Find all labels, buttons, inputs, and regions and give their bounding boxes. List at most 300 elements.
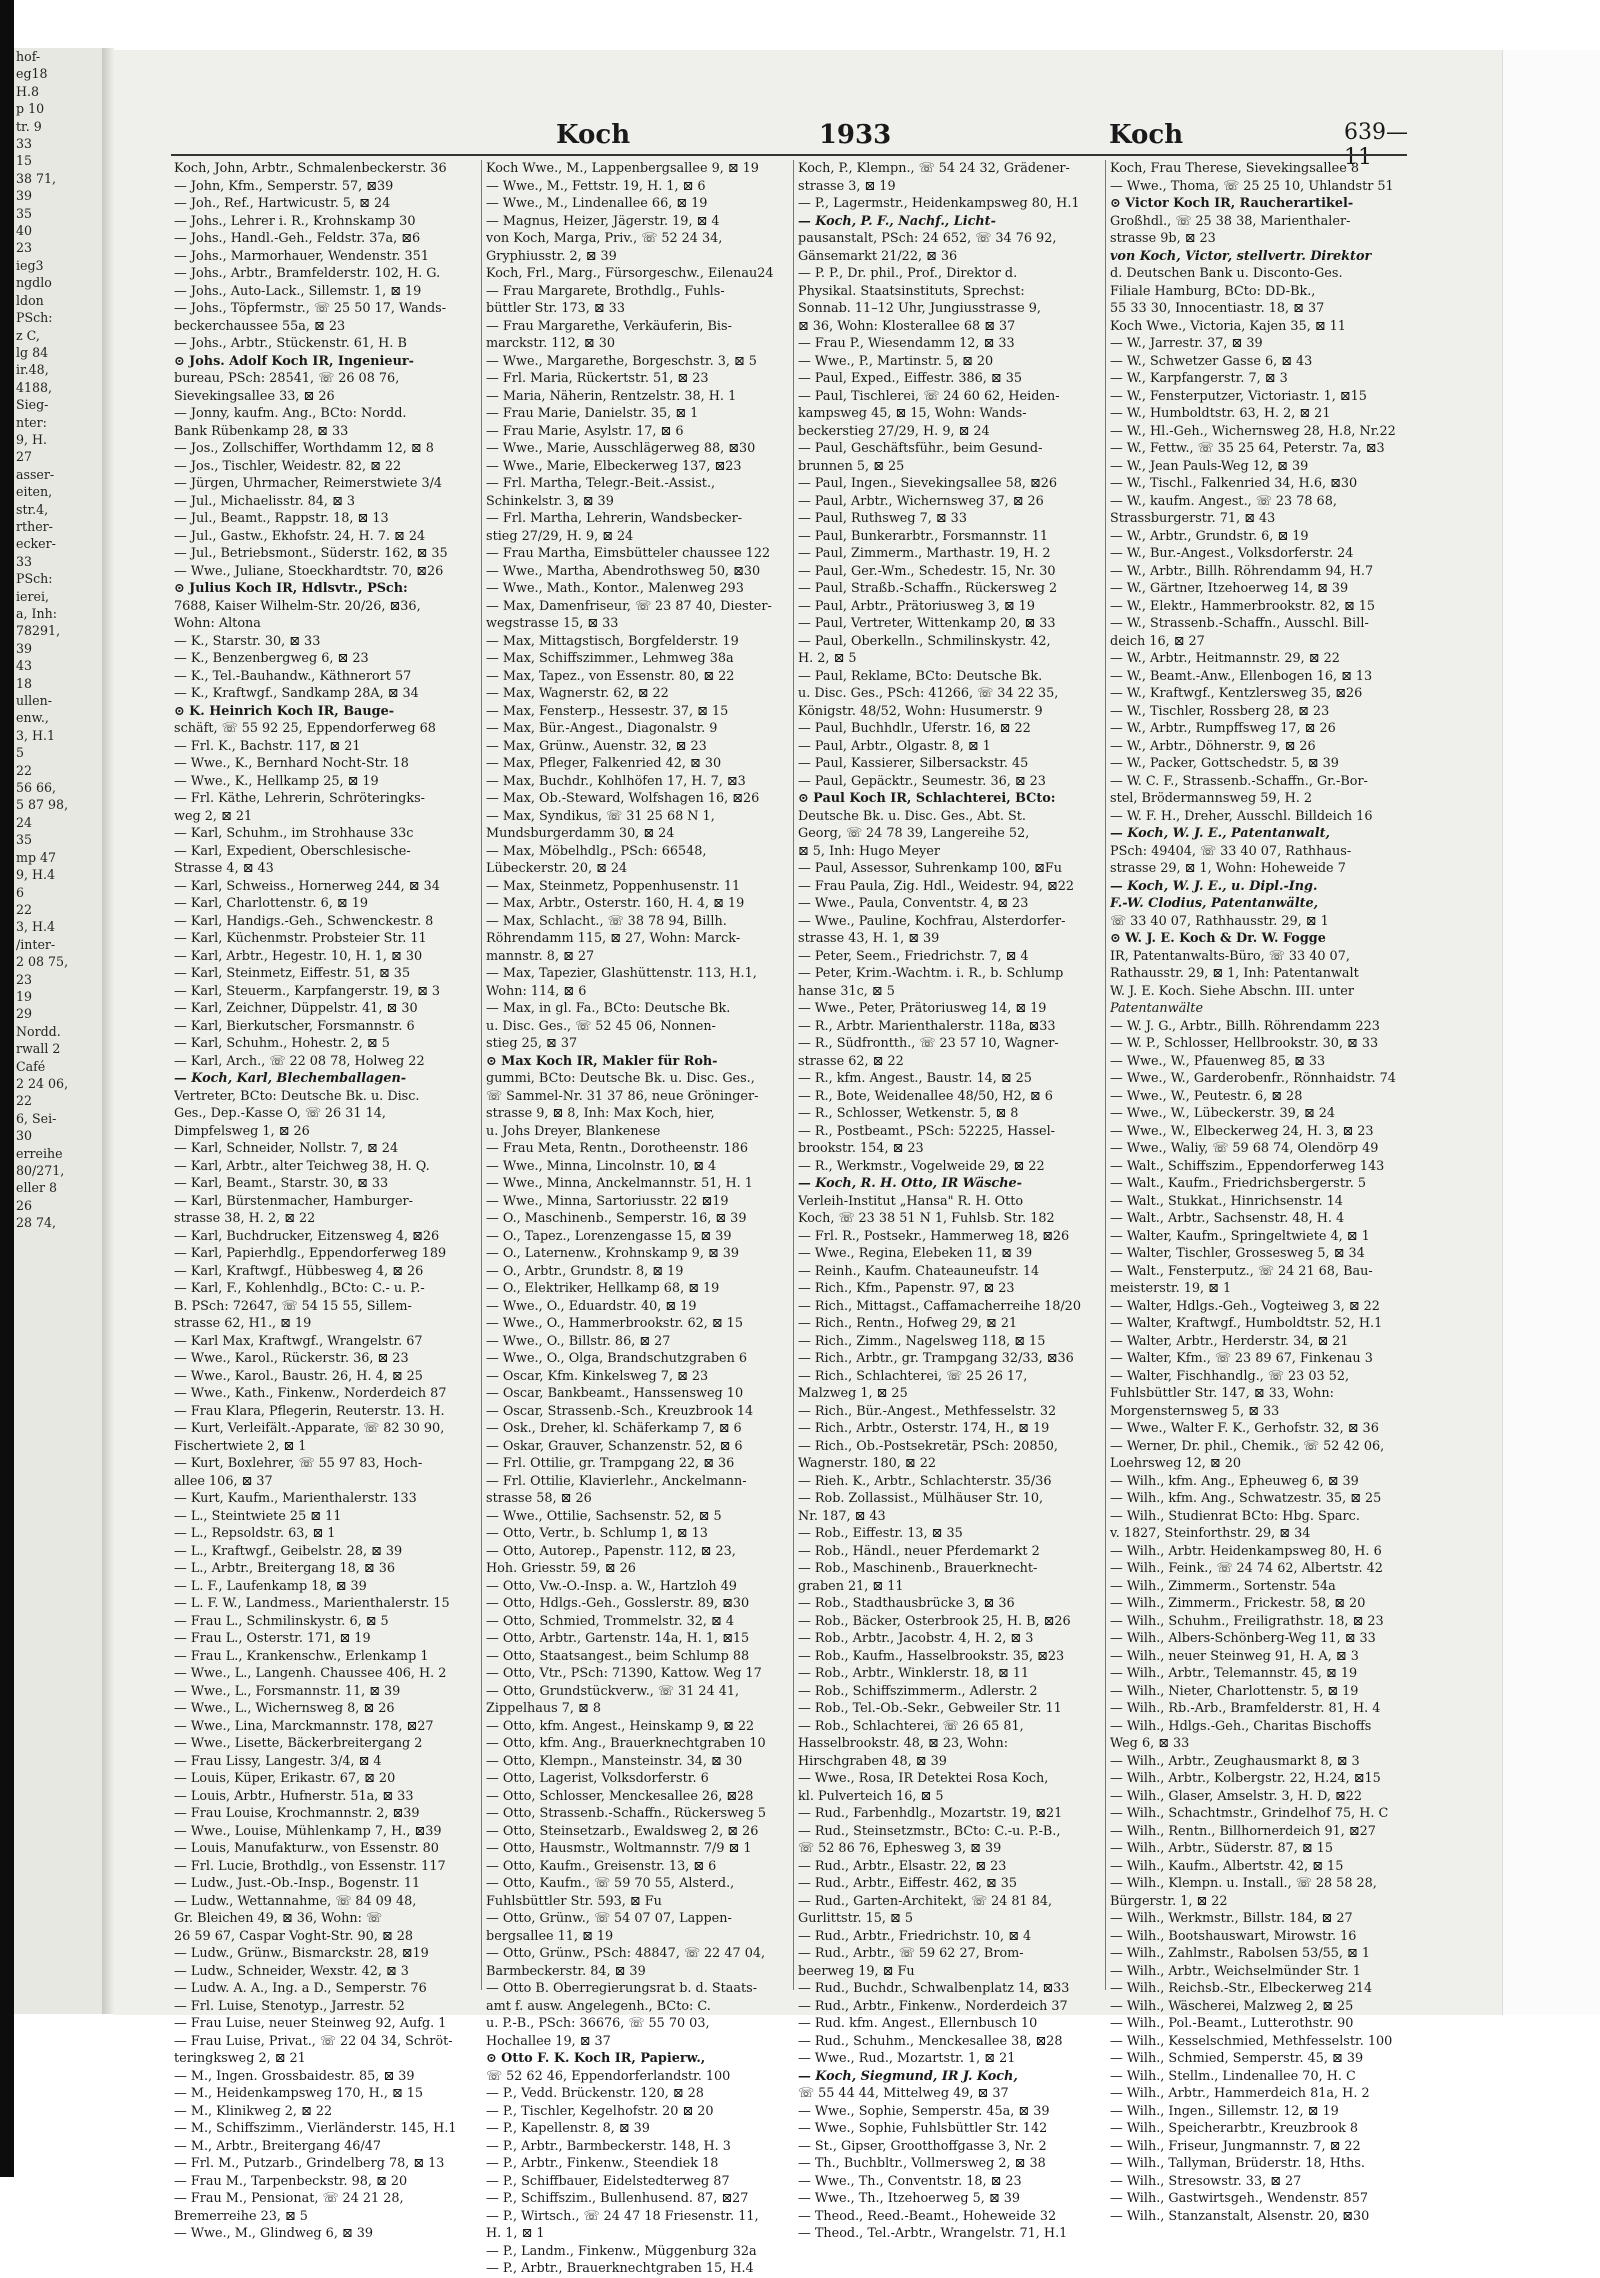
directory-entry: — Johs., Arbtr., Stückenstr. 61, H. B	[174, 336, 407, 351]
directory-entry: — Wwe., Lina, Marckmannstr. 178, ⊠27	[174, 1718, 434, 1734]
directory-entry: — Rich., Schlachterei, ☏ 25 26 17,	[798, 1368, 1028, 1384]
margin-fragment: ieg3	[16, 257, 44, 273]
margin-fragment: asser-	[16, 466, 55, 482]
directory-entry: — Rob., Bäcker, Osterbrook 25, H. B, ⊠26	[798, 1613, 1071, 1629]
directory-entry: u. Johs Dreyer, Blankenese	[486, 1123, 661, 1139]
directory-entry: u. P.-B., PSch: 36676, ☏ 55 70 03,	[486, 2016, 710, 2031]
margin-fragment: 29	[16, 1006, 33, 1022]
directory-entry: — Wilh., Feink., ☏ 24 74 62, Albertstr. 42	[1110, 1561, 1383, 1576]
directory-entry: — Rud., Garten-Architekt, ☏ 24 81 84,	[798, 1893, 1053, 1909]
margin-fragment: ldon	[16, 292, 44, 308]
directory-entry: Koch Wwe., Victoria, Kajen 35, ⊠ 11	[1110, 318, 1346, 334]
directory-entry: — Rob., Tel.-Ob.-Sekr., Gebweiler Str. 11	[798, 1701, 1062, 1716]
directory-entry: — Karl, Papierhdlg., Eppendorferweg 189	[174, 1246, 447, 1261]
directory-entry: — Johs., Lehrer i. R., Krohnskamp 30	[174, 213, 416, 229]
directory-entry: — Rud., Farbenhdlg., Mozartstr. 19, ⊠21	[798, 1806, 1063, 1821]
directory-entry: ⊙ Julius Koch IR, Hdlsvtr., PSch:	[174, 581, 408, 596]
directory-entry: — Wilh., Gastwirtsgeh., Wendenstr. 857	[1110, 2191, 1368, 2206]
directory-entry: — Otto, Vw.-O.-Insp. a. W., Hartzloh 49	[486, 1578, 737, 1594]
directory-entry: brookstr. 154, ⊠ 23	[798, 1141, 924, 1156]
directory-entry: — W., Gärtner, Itzehoerweg 14, ⊠ 39	[1110, 581, 1349, 596]
margin-fragment: ir.48,	[16, 362, 49, 378]
directory-entry: — Rich., Arbtr., Osterstr. 174, H., ⊠ 19	[798, 1421, 1050, 1436]
directory-entry: — W., Schwetzer Gasse 6, ⊠ 43	[1110, 353, 1313, 369]
directory-entry: Gänsemarkt 21/22, ⊠ 36	[798, 248, 958, 264]
directory-entry: — Frau Meta, Rentn., Dorotheenstr. 186	[486, 1141, 748, 1156]
directory-entry: — Wilh., Schachtmstr., Grindelhof 75, H. C	[1110, 1806, 1389, 1821]
directory-entry: — Max, in gl. Fa., BCto: Deutsche Bk.	[486, 1001, 731, 1016]
directory-entry: — Rud., Schuhm., Menckesallee 38, ⊠28	[798, 2033, 1063, 2049]
directory-entry: allee 106, ⊠ 37	[174, 1473, 273, 1489]
directory-entry: — Reinh., Kaufm. Chateauneufstr. 14	[798, 1263, 1040, 1279]
directory-entry: Ges., Dep.-Kasse O, ☏ 26 31 14,	[174, 1106, 386, 1121]
directory-entry: — Max, Mittagstisch, Borgfelderstr. 19	[486, 633, 739, 649]
directory-entry: — R., Arbtr. Marienthalerstr. 118a, ⊠33	[798, 1018, 1056, 1034]
directory-entry: — Wilh., Arbtr., Zeughausmarkt 8, ⊠ 3	[1110, 1753, 1360, 1769]
directory-entry: — W., Hl.-Geh., Wichernsweg 28, H.8, Nr.22	[1110, 423, 1396, 439]
directory-entry: — Wilh., kfm. Ang., Epheuweg 6, ⊠ 39	[1110, 1473, 1359, 1489]
directory-entry: — Wwe., Thoma, ☏ 25 25 10, Uhlandstr 51	[1110, 178, 1394, 194]
directory-entry: — Wwe., W., Pfauenweg 85, ⊠ 33	[1110, 1053, 1326, 1069]
margin-fragment: p 10	[16, 101, 45, 117]
directory-entry: — Max, Bür.-Angest., Diagonalstr. 9	[486, 721, 718, 736]
directory-entry: — Karl, Schneider, Nollstr. 7, ⊠ 24	[174, 1141, 399, 1156]
directory-entry: — Wwe., Minna, Anckelmannstr. 51, H. 1	[486, 1176, 753, 1191]
directory-entry: — Karl, Steuerm., Karpfangerstr. 19, ⊠ 3	[174, 983, 441, 999]
margin-fragment: 40	[16, 223, 33, 239]
directory-entry: — Max, Tapezier, Glashüttenstr. 113, H.1,	[486, 966, 757, 981]
directory-entry: — Wilh., Ingen., Sillemstr. 12, ⊠ 19	[1110, 2103, 1339, 2119]
directory-entry: — Wilh., Wäscherei, Malzweg 2, ⊠ 25	[1110, 1998, 1354, 2014]
directory-entry: Hoh. Griesstr. 59, ⊠ 26	[486, 1561, 636, 1576]
directory-entry: Koch, ☏ 23 38 51 N 1, Fuhlsb. Str. 182	[798, 1211, 1055, 1226]
directory-entry: beckerchaussee 55a, ⊠ 23	[174, 318, 346, 334]
margin-fragment: 56 66,	[16, 780, 57, 796]
directory-entry: Patentanwälte	[1110, 1001, 1204, 1016]
directory-entry: — W., Arbtr., Grundstr. 6, ⊠ 19	[1110, 528, 1309, 544]
directory-entry: 26 59 67, Caspar Voght-Str. 90, ⊠ 28	[174, 1928, 414, 1944]
directory-entry: — K., Tel.-Bauhandw., Käthnerort 57	[174, 668, 412, 684]
directory-entry: beerweg 19, ⊠ Fu	[798, 1963, 915, 1979]
directory-entry: — Otto B. Oberregierungsrat b. d. Staats-	[486, 1981, 758, 1996]
directory-entry: — Walter, Kaufm., Springeltwiete 4, ⊠ 1	[1110, 1228, 1370, 1244]
directory-entry: graben 21, ⊠ 11	[798, 1578, 904, 1594]
margin-fragment: 26	[16, 1197, 33, 1213]
directory-entry: — O., Elektriker, Hellkamp 68, ⊠ 19	[486, 1281, 720, 1296]
directory-entry: — Oscar, Kfm. Kinkelsweg 7, ⊠ 23	[486, 1368, 709, 1384]
margin-fragment: lg 84	[16, 344, 49, 360]
directory-entry: — Rob. Zollassist., Mülhäuser Str. 10,	[798, 1491, 1044, 1506]
directory-entry: — Louis, Arbtr., Hufnerstr. 51a, ⊠ 33	[174, 1788, 414, 1804]
directory-entry: — W., Arbtr., Heitmannstr. 29, ⊠ 22	[1110, 651, 1340, 666]
directory-entry: — Paul, Geschäftsführ., beim Gesund-	[798, 441, 1043, 456]
directory-entry: — Walter, Kraftwgf., Humboldtstr. 52, H.1	[1110, 1316, 1383, 1331]
directory-entry: — Koch, W. J. E., Patentanwalt,	[1110, 826, 1330, 841]
directory-entry: — Karl, Arch., ☏ 22 08 78, Holweg 22	[174, 1053, 425, 1069]
directory-entry: — Wwe., W., Elbeckerweg 24, H. 3, ⊠ 23	[1110, 1123, 1374, 1139]
directory-entry: — Max, Ob.-Steward, Wolfshagen 16, ⊠26	[486, 791, 760, 806]
directory-entry: — Karl, Schuhm., im Strohhause 33c	[174, 826, 414, 841]
directory-entry: ☏ Sammel-Nr. 31 37 86, neue Gröninger-	[486, 1088, 759, 1104]
directory-entry: — Frau Paula, Zig. Hdl., Weidestr. 94, ⊠22	[798, 878, 1075, 894]
directory-entry: Koch, P., Klempn., ☏ 54 24 32, Grädener-	[798, 161, 1070, 176]
directory-entry: — Wilh., Arbtr., Süderstr. 87, ⊠ 15	[1110, 1841, 1333, 1856]
directory-entry: — Wwe., L., Langenh. Chaussee 406, H. 2	[174, 1666, 447, 1681]
directory-entry: Strassburgerstr. 71, ⊠ 43	[1110, 511, 1276, 526]
directory-entry: ⊠ 36, Wohn: Klosterallee 68 ⊠ 37	[798, 318, 1016, 334]
directory-entry: — Joh., Ref., Hartwicustr. 5, ⊠ 24	[174, 196, 391, 211]
column-4	[1110, 160, 1413, 2225]
directory-entry: — Wilh., Rentn., Billhornerdeich 91, ⊠27	[1110, 1823, 1376, 1839]
header-year: 1933	[818, 120, 892, 150]
directory-entry: — O., Maschinenb., Semperstr. 16, ⊠ 39	[486, 1211, 747, 1226]
directory-entry: — Paul, Arbtr., Prätoriusweg 3, ⊠ 19	[798, 598, 1035, 614]
directory-entry: — Karl, Kraftwgf., Hübbesweg 4, ⊠ 26	[174, 1263, 424, 1279]
directory-entry: — Karl, Zeichner, Düppelstr. 41, ⊠ 30	[174, 1001, 418, 1016]
directory-entry: — W., Fettw., ☏ 35 25 64, Peterstr. 7a, ⊠3	[1110, 441, 1385, 456]
margin-fragment: 30	[16, 1128, 33, 1144]
directory-entry: — Th., Buchbltr., Vollmersweg 2, ⊠ 38	[798, 2156, 1046, 2171]
directory-entry: — Frl. R., Postsekr., Hammerweg 18, ⊠26	[798, 1228, 1070, 1244]
directory-entry: beckerstieg 27/29, H. 9, ⊠ 24	[798, 423, 990, 439]
directory-entry: kl. Pulverteich 16, ⊠ 5	[798, 1788, 944, 1804]
directory-entry: Zippelhaus 7, ⊠ 8	[486, 1701, 601, 1716]
directory-entry: — Wwe., Peter, Prätoriusweg 14, ⊠ 19	[798, 1001, 1047, 1016]
directory-entry: — Wilh., Klempn. u. Install., ☏ 28 58 28,	[1110, 1876, 1377, 1891]
directory-entry: — Otto, Autorep., Papenstr. 112, ⊠ 23,	[486, 1543, 736, 1559]
directory-entry: — W., Jarrestr. 37, ⊠ 39	[1110, 336, 1263, 351]
directory-entry: — Max, Wagnerstr. 62, ⊠ 22	[486, 686, 669, 701]
directory-entry: — Frau Margarete, Brothdlg., Fuhls-	[486, 283, 725, 299]
directory-entry: — L., Arbtr., Breitergang 18, ⊠ 36	[174, 1561, 396, 1576]
directory-entry: — P., Kapellenstr. 8, ⊠ 39	[486, 2121, 650, 2136]
directory-entry: — Wilh., Speicherarbtr., Kreuzbrook 8	[1110, 2121, 1359, 2136]
directory-entry: — Wilh., Zahlmstr., Rabolsen 53/55, ⊠ 1	[1110, 1946, 1370, 1961]
directory-entry: Königstr. 48/52, Wohn: Husumerstr. 9	[798, 703, 1043, 719]
directory-entry: — Frau Marie, Asylstr. 17, ⊠ 6	[486, 423, 684, 439]
directory-entry: — Karl, Schweiss., Hornerweg 244, ⊠ 34	[174, 878, 440, 894]
directory-entry: — Rud., Arbtr., ☏ 59 62 27, Brom-	[798, 1946, 1024, 1961]
directory-entry: — Wilh., Bootshauswart, Mirowstr. 16	[1110, 1928, 1357, 1944]
directory-entry: — Otto, Vertr., b. Schlump 1, ⊠ 13	[486, 1526, 708, 1541]
directory-entry: — Wwe., Louise, Mühlenkamp 7, H., ⊠39	[174, 1823, 442, 1839]
directory-entry: Hasselbrookstr. 48, ⊠ 23, Wohn:	[798, 1736, 1009, 1751]
directory-entry: — Wilh., Studienrat BCto: Hbg. Sparc.	[1110, 1508, 1360, 1524]
directory-entry: — Johs., Marmorhauer, Wendenstr. 351	[174, 248, 429, 264]
directory-entry: — Rich., Arbtr., gr. Trampgang 32/33, ⊠36	[798, 1351, 1074, 1366]
directory-entry: — Rob., Schlachterei, ☏ 26 65 81,	[798, 1718, 1024, 1734]
directory-entry: Sievekingsallee 33, ⊠ 26	[174, 388, 335, 404]
directory-entry: bergsallee 11, ⊠ 19	[486, 1928, 614, 1944]
directory-entry: — Walter, Tischler, Grossesweg 5, ⊠ 34	[1110, 1246, 1365, 1261]
directory-entry: — Karl, Arbtr., Hegestr. 10, H. 1, ⊠ 30	[174, 948, 423, 964]
directory-entry: — Karl, Expedient, Oberschlesische-	[174, 843, 411, 859]
directory-entry: — Paul, Ger.-Wm., Schedestr. 15, Nr. 30	[798, 563, 1056, 579]
directory-entry: stel, Brödermannsweg 59, H. 2	[1110, 791, 1313, 806]
directory-entry: — St., Gipser, Grootthoffgasse 3, Nr. 2	[798, 2138, 1047, 2154]
scan-margin-right	[1502, 50, 1600, 2015]
margin-fragment: eiten,	[16, 484, 53, 500]
directory-entry: — Ludw., Schneider, Wexstr. 42, ⊠ 3	[174, 1963, 409, 1979]
directory-entry: — Rob., Maschinenb., Brauerknecht-	[798, 1561, 1038, 1576]
directory-entry: — Wwe., P., Martinstr. 5, ⊠ 20	[798, 353, 994, 369]
margin-fragment: 19	[16, 988, 33, 1004]
directory-entry: — Karl, Küchenmstr. Probsteier Str. 11	[174, 931, 427, 946]
directory-entry: — W., Kraftwgf., Kentzlersweg 35, ⊠26	[1110, 686, 1363, 701]
margin-fragment: 39	[16, 640, 33, 656]
margin-fragment: PSch:	[16, 571, 53, 587]
directory-entry: — Wilh., Friseur, Jungmannstr. 7, ⊠ 22	[1110, 2138, 1361, 2154]
directory-entry: ⊙ Max Koch IR, Makler für Roh-	[486, 1053, 718, 1069]
directory-entry: gummi, BCto: Deutsche Bk. u. Disc. Ges.,	[486, 1071, 755, 1086]
directory-entry: — Max, Schiffszimmer., Lehmweg 38a	[486, 651, 734, 666]
directory-entry: — Theod., Tel.-Arbtr., Wrangelstr. 71, H.1	[798, 2226, 1068, 2241]
directory-entry: — Wilh., Pol.-Beamt., Lutterothstr. 90	[1110, 2016, 1354, 2031]
directory-entry: — Paul, Gepäcktr., Seumestr. 36, ⊠ 23	[798, 773, 1046, 789]
directory-entry: — Wwe., O., Olga, Brandschutzgraben 6	[486, 1351, 748, 1366]
directory-entry: — Frau L., Osterstr. 171, ⊠ 19	[174, 1631, 371, 1646]
directory-entry: Dimpfelsweg 1, ⊠ 26	[174, 1123, 310, 1139]
directory-entry: — L. F. W., Landmess., Marienthalerstr. 15	[174, 1596, 450, 1611]
directory-entry: — Rud., Arbtr., Finkenw., Norderdeich 37	[798, 1998, 1068, 2014]
directory-entry: — R., Bote, Weidenallee 48/50, H2, ⊠ 6	[798, 1088, 1053, 1104]
directory-entry: Gr. Bleichen 49, ⊠ 36, Wohn: ☏	[174, 1911, 383, 1926]
directory-entry: 55 33 30, Innocentiastr. 18, ⊠ 37	[1110, 301, 1325, 316]
directory-entry: Lübeckerstr. 20, ⊠ 24	[486, 861, 628, 876]
directory-entry: — Ludw. A. A., Ing. a D., Semperstr. 76	[174, 1981, 427, 1996]
directory-entry: — Jürgen, Uhrmacher, Reimerstwiete 3/4	[174, 476, 443, 491]
directory-entry: — Rud., Buchdr., Schwalbenplatz 14, ⊠33	[798, 1981, 1070, 1996]
directory-entry: — Frau Martha, Eimsbütteler chaussee 122	[486, 546, 771, 561]
directory-entry: — Wwe., Lisette, Bäckerbreitergang 2	[174, 1736, 423, 1751]
margin-fragment: nter:	[16, 414, 47, 430]
directory-entry: — Otto, Hdlgs.-Geh., Gosslerstr. 89, ⊠30	[486, 1596, 750, 1611]
directory-entry: — Paul, Zimmerm., Marthastr. 19, H. 2	[798, 546, 1051, 561]
directory-entry: — Paul, Arbtr., Olgastr. 8, ⊠ 1	[798, 738, 991, 754]
directory-entry: u. Disc. Ges., PSch: 41266, ☏ 34 22 35,	[798, 686, 1059, 701]
directory-entry: Morgensternsweg 5, ⊠ 33	[1110, 1403, 1280, 1419]
directory-entry: Hochallee 19, ⊠ 37	[486, 2033, 611, 2049]
directory-entry: — Frau Louise, Krochmannstr. 2, ⊠39	[174, 1806, 420, 1821]
directory-entry: — Jonny, kaufm. Ang., BCto: Nordd.	[174, 406, 407, 421]
directory-entry: — Frau P., Wiesendamm 12, ⊠ 33	[798, 336, 1015, 351]
directory-entry: strasse 43, H. 1, ⊠ 39	[798, 931, 940, 946]
margin-fragment: 3, H.4	[16, 919, 56, 935]
directory-entry: B. PSch: 72647, ☏ 54 15 55, Sillem-	[174, 1298, 412, 1314]
directory-entry: mannstr. 8, ⊠ 27	[486, 948, 595, 964]
directory-entry: — Otto, Staatsangest., beim Schlump 88	[486, 1648, 750, 1664]
directory-entry: — Max, Schlacht., ☏ 38 78 94, Billh.	[486, 913, 727, 929]
directory-entry: PSch: 49404, ☏ 33 40 07, Rathhaus-	[1110, 843, 1352, 859]
directory-entry: — Wwe., Juliane, Stoeckhardtstr. 70, ⊠26	[174, 563, 444, 579]
directory-entry: — Karl, F., Kohlenhdlg., BCto: C.- u. P.-	[174, 1281, 425, 1296]
directory-entry: — Kurt, Boxlehrer, ☏ 55 97 83, Hoch-	[174, 1456, 423, 1471]
directory-entry: — Wilh., Reichsb.-Str., Elbeckerweg 214	[1110, 1981, 1373, 1996]
margin-fragment: 22	[16, 901, 33, 917]
directory-entry: — M., Arbtr., Breitergang 46/47	[174, 2138, 381, 2154]
directory-entry: — Wilh., Schuhm., Freiligrathstr. 18, ⊠ 23	[1110, 1613, 1384, 1629]
header-name-left: Koch	[556, 120, 631, 150]
directory-entry: — Koch, W. J. E., u. Dipl.-Ing.	[1110, 878, 1318, 894]
directory-entry: — Max, Tapez., von Essenstr. 80, ⊠ 22	[486, 668, 735, 684]
directory-entry: — Karl, Arbtr., alter Teichweg 38, H. Q.	[174, 1158, 430, 1174]
directory-entry: Koch, Frl., Marg., Fürsorgeschw., Eilenau24	[486, 266, 774, 281]
margin-fragment: 35	[16, 832, 33, 848]
directory-entry: — Frl. Lucie, Brothdlg., von Essenstr. 117	[174, 1858, 446, 1874]
directory-entry: büttler Str. 173, ⊠ 33	[486, 301, 625, 316]
directory-entry: strasse 58, ⊠ 26	[486, 1491, 592, 1506]
directory-entry: — L., Repsoldstr. 63, ⊠ 1	[174, 1526, 336, 1541]
directory-entry: Wohn: 114, ⊠ 6	[486, 983, 587, 999]
directory-entry: — Paul, Straßb.-Schaffn., Rückersweg 2	[798, 581, 1058, 596]
directory-entry: — Werner, Dr. phil., Chemik., ☏ 52 42 06,	[1110, 1438, 1385, 1454]
directory-entry: — Wwe., L., Wichernsweg 8, ⊠ 26	[174, 1701, 395, 1716]
directory-entry: Malzweg 1, ⊠ 25	[798, 1386, 908, 1401]
margin-fragment: hof-	[16, 49, 41, 64]
directory-entry: d. Deutschen Bank u. Disconto-Ges.	[1110, 266, 1343, 281]
directory-entry: — Wwe., Pauline, Kochfrau, Alsterdorfer-	[798, 913, 1066, 929]
directory-entry: — Karl, Steinmetz, Eiffestr. 51, ⊠ 35	[174, 966, 411, 981]
directory-entry: — Max, Möbelhdlg., PSch: 66548,	[486, 843, 707, 859]
directory-entry: ⊠ 5, Inh: Hugo Meyer	[798, 843, 940, 859]
directory-entry: — Wilh., Schmied, Semperstr. 45, ⊠ 39	[1110, 2051, 1364, 2066]
directory-entry: — R., kfm. Angest., Baustr. 14, ⊠ 25	[798, 1071, 1032, 1086]
margin-fragment: 28 74,	[16, 1215, 57, 1231]
directory-entry: — Walt., Schiffszim., Eppendorferweg 143	[1110, 1158, 1385, 1174]
directory-entry: ⊙ K. Heinrich Koch IR, Bauge-	[174, 703, 395, 719]
directory-entry: — W., Packer, Gottschedstr. 5, ⊠ 39	[1110, 756, 1339, 771]
directory-entry: — Paul, Reklame, BCto: Deutsche Bk.	[798, 668, 1043, 684]
directory-entry: — Wilh., Albers-Schönberg-Weg 11, ⊠ 33	[1110, 1631, 1376, 1646]
column-1	[174, 160, 477, 2243]
directory-entry: Koch, John, Arbtr., Schmalenbeckerstr. 36	[174, 161, 447, 176]
directory-entry: Sonnab. 11–12 Uhr, Jungiusstrasse 9,	[798, 301, 1041, 316]
directory-entry: — Frau Luise, Privat., ☏ 22 04 34, Schröt-	[174, 2033, 453, 2049]
margin-fragment: 9, H.4	[16, 867, 56, 883]
directory-entry: teringksweg 2, ⊠ 21	[174, 2051, 306, 2066]
directory-entry: — P., Arbtr., Barmbeckerstr. 148, H. 3	[486, 2138, 731, 2154]
directory-entry: — Rich., Ob.-Postsekretär, PSch: 20850,	[798, 1438, 1058, 1454]
directory-entry: — M., Heidenkampsweg 170, H., ⊠ 15	[174, 2086, 424, 2101]
directory-entry: — Wilh., Stresowstr. 33, ⊠ 27	[1110, 2173, 1302, 2189]
directory-entry: — Max, Arbtr., Osterstr. 160, H. 4, ⊠ 19	[486, 896, 745, 911]
directory-entry: — L., Steintwiete 25 ⊠ 11	[174, 1508, 342, 1524]
directory-entry: strasse 9b, ⊠ 23	[1110, 231, 1216, 246]
directory-entry: F.-W. Clodius, Patentanwälte,	[1110, 896, 1319, 911]
directory-entry: — Frl. Käthe, Lehrerin, Schröteringks-	[174, 791, 425, 806]
margin-fragment: z C,	[16, 327, 40, 343]
directory-entry: — Rob., Arbtr., Jacobstr. 4, H. 2, ⊠ 3	[798, 1631, 1034, 1646]
directory-entry: Georg, ☏ 24 78 39, Langereihe 52,	[798, 826, 1030, 841]
directory-entry: — Wwe., Math., Kontor., Malenweg 293	[486, 581, 744, 596]
directory-entry: — Wwe., Waliy, ☏ 59 68 74, Olendörp 49	[1110, 1141, 1379, 1156]
directory-entry: — Rob., Stadthausbrücke 3, ⊠ 36	[798, 1596, 1015, 1611]
directory-entry: strasse 38, H. 2, ⊠ 22	[174, 1211, 316, 1226]
directory-entry: Fischertwiete 2, ⊠ 1	[174, 1438, 307, 1454]
directory-entry: — Wwe., O., Hammerbrookstr. 62, ⊠ 15	[486, 1316, 743, 1331]
margin-fragment: 35	[16, 205, 33, 221]
margin-fragment: 9, H.	[16, 431, 48, 447]
directory-entry: Bank Rübenkamp 28, ⊠ 33	[174, 423, 349, 439]
directory-entry: — R., Postbeamt., PSch: 52225, Hassel-	[798, 1123, 1056, 1139]
directory-entry: bureau, PSch: 28541, ☏ 26 08 76,	[174, 371, 400, 386]
directory-entry: Verleih-Institut „Hansa" R. H. Otto	[798, 1193, 1024, 1209]
margin-fragment: erreihe	[16, 1145, 63, 1161]
directory-entry: — P., Vedd. Brückenstr. 120, ⊠ 28	[486, 2086, 704, 2101]
directory-entry: hanse 31c, ⊠ 5	[798, 983, 895, 999]
directory-entry: — Wwe., O., Eduardstr. 40, ⊠ 19	[486, 1298, 697, 1314]
directory-entry: — Otto, Schlosser, Menckesallee 26, ⊠28	[486, 1788, 754, 1804]
directory-entry: — Wwe., Martha, Abendrothsweg 50, ⊠30	[486, 563, 761, 579]
previous-page-strip	[14, 48, 103, 2014]
directory-entry: — Max, Syndikus, ☏ 31 25 68 N 1,	[486, 808, 715, 824]
directory-entry: deich 16, ⊠ 27	[1110, 633, 1205, 649]
directory-entry: — P., Arbtr., Brauerknechtgraben 15, H.4	[486, 2261, 754, 2276]
header-rule	[171, 154, 1407, 156]
directory-entry: — Max, Grünw., Auenstr. 32, ⊠ 23	[486, 738, 707, 754]
directory-entry: — Karl, Schuhm., Hohestr. 2, ⊠ 5	[174, 1036, 390, 1051]
directory-entry: — Rob., Arbtr., Winklerstr. 18, ⊠ 11	[798, 1666, 1030, 1681]
directory-entry: — K., Kraftwgf., Sandkamp 28A, ⊠ 34	[174, 686, 419, 701]
directory-entry: Nr. 187, ⊠ 43	[798, 1508, 886, 1524]
directory-entry: Koch Wwe., M., Lappenbergsallee 9, ⊠ 19	[486, 161, 759, 176]
directory-entry: — Johs., Handl.-Geh., Feldstr. 37a, ⊠6	[174, 231, 421, 246]
directory-entry: weg 2, ⊠ 21	[174, 808, 253, 824]
directory-entry: — Otto, Kaufm., ☏ 59 70 55, Alsterd.,	[486, 1876, 735, 1891]
margin-fragment: tr. 9	[16, 118, 42, 134]
directory-entry: — Wilh., Glaser, Amselstr. 3, H. D, ⊠22	[1110, 1788, 1363, 1804]
directory-entry: — Paul, Buchhdlr., Uferstr. 16, ⊠ 22	[798, 721, 1031, 736]
directory-entry: Gryphiusstr. 2, ⊠ 39	[486, 248, 617, 264]
directory-entry: — Frau Luise, neuer Steinweg 92, Aufg. 1	[174, 2016, 447, 2031]
directory-entry: — Johs., Auto-Lack., Sillemstr. 1, ⊠ 19	[174, 283, 422, 299]
directory-entry: — Wwe., Th., Conventstr. 18, ⊠ 23	[798, 2173, 1022, 2189]
directory-entry: IR, Patentanwalts-Büro, ☏ 33 40 07,	[1110, 948, 1350, 964]
directory-entry: ⊙ Johs. Adolf Koch IR, Ingenieur-	[174, 353, 414, 369]
directory-entry: — Walt., Fensterputz., ☏ 24 21 68, Bau-	[1110, 1263, 1373, 1279]
directory-entry: — Wilh., Hdlgs.-Geh., Charitas Bischoffs	[1110, 1718, 1372, 1734]
directory-entry: — W. C. F., Strassenb.-Schaffn., Gr.-Bor-	[1110, 773, 1368, 789]
directory-entry: — Jul., Gastw., Ekhofstr. 24, H. 7. ⊠ 24	[174, 528, 426, 544]
margin-fragment: ierei,	[16, 588, 49, 604]
column-divider	[793, 160, 794, 1990]
directory-entry: — Wwe., Minna, Sartoriusstr. 22 ⊠19	[486, 1193, 729, 1209]
margin-fragment: eller 8	[16, 1180, 57, 1196]
margin-fragment: 2 24 06,	[16, 1075, 69, 1091]
directory-entry: — Jul., Beamt., Rappstr. 18, ⊠ 13	[174, 511, 389, 526]
directory-entry: — Paul, Exped., Eiffestr. 386, ⊠ 35	[798, 371, 1023, 386]
directory-entry: — Osk., Dreher, kl. Schäferkamp 7, ⊠ 6	[486, 1421, 742, 1436]
directory-entry: ⊙ Victor Koch IR, Raucherartikel-	[1110, 196, 1354, 211]
directory-entry: W. J. E. Koch. Siehe Abschn. III. unter	[1110, 983, 1354, 999]
directory-entry: Weg 6, ⊠ 33	[1110, 1736, 1190, 1751]
directory-entry: — Wwe., Paula, Conventstr. 4, ⊠ 23	[798, 896, 1029, 911]
margin-fragment: H.8	[16, 83, 39, 99]
margin-fragment: ngdlo	[16, 275, 52, 291]
directory-entry: — K., Starstr. 30, ⊠ 33	[174, 633, 321, 649]
directory-entry: — R., Südfrontth., ☏ 23 57 10, Wagner-	[798, 1036, 1059, 1051]
directory-entry: — Otto, Grundstückverw., ☏ 31 24 41,	[486, 1683, 740, 1699]
margin-fragment: 5 87 98,	[16, 797, 69, 813]
directory-entry: — Wilh., Kaufm., Albertstr. 42, ⊠ 15	[1110, 1858, 1344, 1874]
margin-fragment: 33	[16, 553, 33, 569]
directory-entry: — Max, Fensterp., Hessestr. 37, ⊠ 15	[486, 703, 729, 719]
directory-entry: H. 2, ⊠ 5	[798, 651, 857, 666]
directory-entry: — M., Ingen. Grossbaidestr. 85, ⊠ 39	[174, 2068, 415, 2084]
directory-entry: — Rud., Arbtr., Elsastr. 22, ⊠ 23	[798, 1858, 1007, 1874]
directory-entry: — Karl, Handigs.-Geh., Schwenckestr. 8	[174, 913, 434, 929]
directory-entry: amt f. ausw. Angelegenh., BCto: C.	[486, 1998, 711, 2014]
